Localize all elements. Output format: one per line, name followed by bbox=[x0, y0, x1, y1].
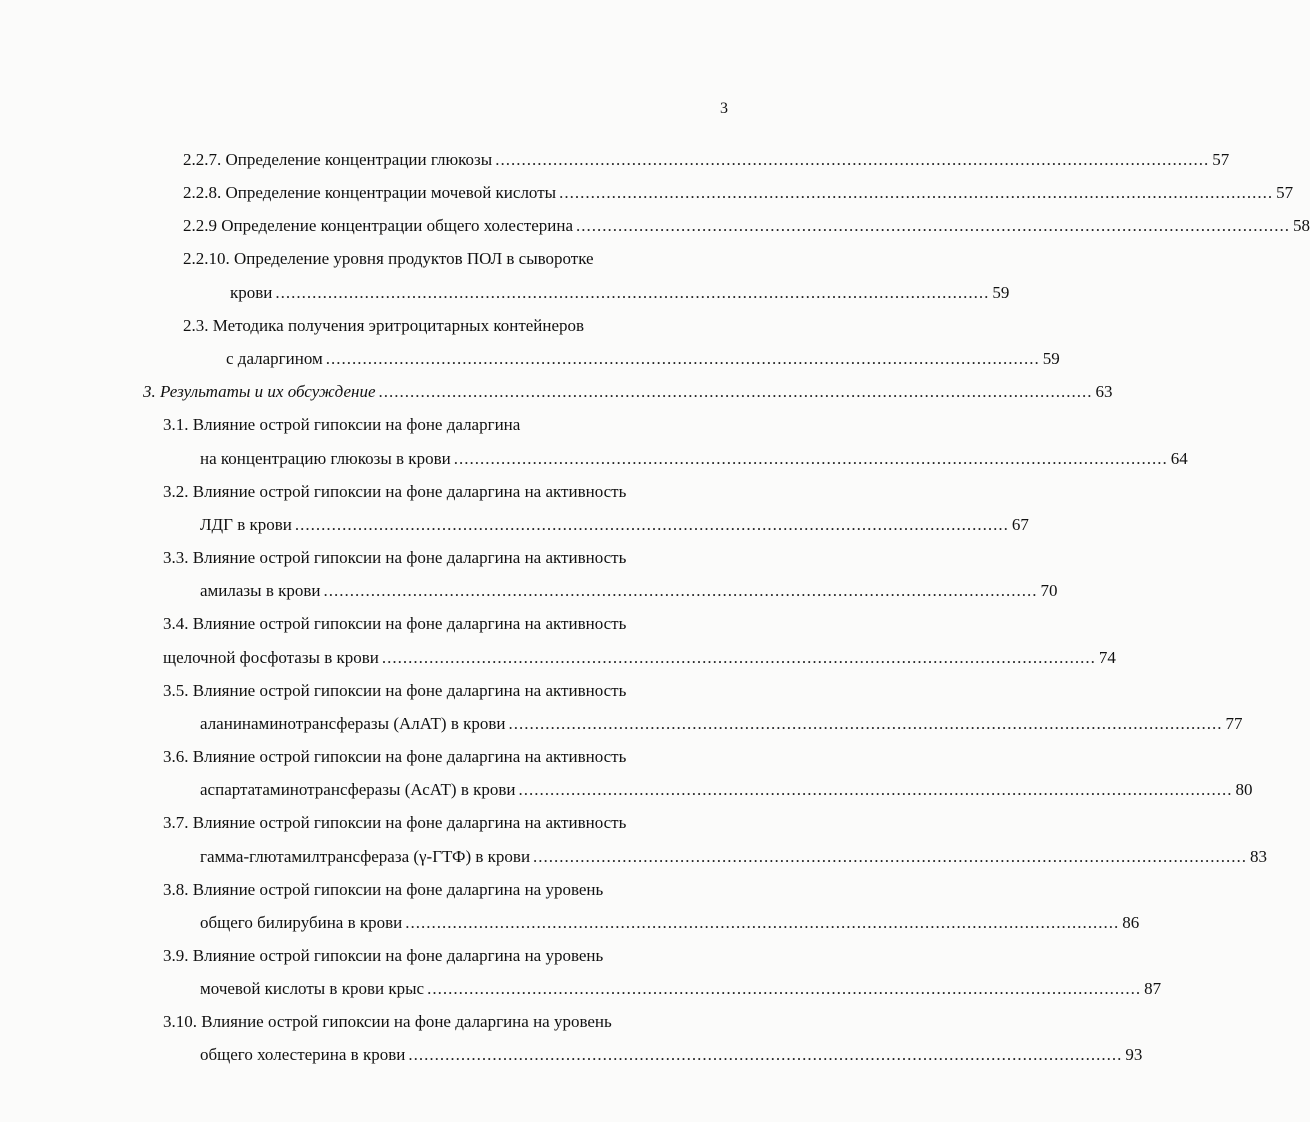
dot-leader: ........................................................................................................................................ bbox=[381, 648, 1096, 667]
toc-entry-page: 86 bbox=[1122, 913, 1140, 932]
toc-entry-page: 93 bbox=[1125, 1045, 1143, 1064]
toc-entry-3-7 bbox=[163, 811, 626, 835]
toc-entry-3-3 bbox=[163, 546, 626, 570]
toc-entry-3-8-cont bbox=[200, 911, 1140, 935]
dot-leader: ........................................................................................................................................ bbox=[323, 581, 1038, 600]
dot-leader: ........................................................................................................................................ bbox=[518, 780, 1233, 799]
dot-leader: ........................................................................................................................................ bbox=[559, 183, 1274, 202]
toc-entry-page: 74 bbox=[1098, 648, 1116, 667]
toc-entry-title: общего холестерина в крови bbox=[200, 1045, 406, 1064]
toc-entry-title: на концентрацию глюкозы в крови bbox=[200, 449, 451, 468]
toc-entry-title: 3.2. Влияние острой гипоксии на фоне даларгина на активность bbox=[163, 482, 627, 501]
toc-entry-title: аспартатаминотрансферазы (АсАТ) в крови bbox=[200, 780, 516, 799]
toc-entry-title: 3.5. Влияние острой гипоксии на фоне даларгина на активность bbox=[163, 681, 627, 700]
toc-entry-page: 80 bbox=[1235, 780, 1253, 799]
toc-entry-3-1 bbox=[163, 413, 520, 437]
toc-entry-2-3 bbox=[183, 314, 584, 338]
toc-entry-3-6-cont bbox=[200, 778, 1253, 802]
toc-entry-3-9-cont bbox=[200, 977, 1162, 1001]
toc-entry-3-3-cont bbox=[200, 579, 1058, 603]
dot-leader: ........................................................................................................................................ bbox=[275, 283, 990, 302]
toc-entry-page: 58 bbox=[1293, 216, 1310, 235]
dot-leader: ........................................................................................................................................ bbox=[453, 449, 1168, 468]
toc-entry-page: 59 bbox=[1042, 349, 1060, 368]
toc-entry-page: 63 bbox=[1095, 382, 1113, 401]
toc-entry-3-10 bbox=[163, 1010, 612, 1034]
toc-entry-page: 77 bbox=[1225, 714, 1243, 733]
toc-entry-3-9 bbox=[163, 944, 603, 968]
toc-entry-title: с даларгином bbox=[226, 349, 323, 368]
toc-entry-3-5 bbox=[163, 679, 626, 703]
toc-entry-page: 67 bbox=[1011, 515, 1029, 534]
dot-leader: ........................................................................................................................................ bbox=[427, 979, 1142, 998]
toc-entry-title: 3.10. Влияние острой гипоксии на фоне даларгина на уровень bbox=[163, 1012, 612, 1031]
toc-entry-title: аланинаминотрансферазы (АлАТ) в крови bbox=[200, 714, 506, 733]
page-number: 3 bbox=[720, 100, 728, 117]
toc-entry-title: крови bbox=[230, 283, 273, 302]
toc-entry-3-4 bbox=[163, 612, 626, 636]
toc-entry-2-3-cont bbox=[226, 347, 1060, 371]
toc-entry-title: 2.2.8. Определение концентрации мочевой кислоты bbox=[183, 183, 557, 202]
toc-entry-page: 57 bbox=[1276, 183, 1294, 202]
toc-entry-page: 87 bbox=[1144, 979, 1162, 998]
toc-entry-3-6 bbox=[163, 745, 626, 769]
toc-entry-title: 2.2.7. Определение концентрации глюкозы bbox=[183, 150, 493, 169]
toc-entry-3-10-cont bbox=[200, 1043, 1143, 1067]
toc-entry-title: 3.1. Влияние острой гипоксии на фоне даларгина bbox=[163, 415, 521, 434]
toc-entry-title: 2.2.9 Определение концентрации общего холестерина bbox=[183, 216, 574, 235]
toc-entry-page: 70 bbox=[1040, 581, 1058, 600]
toc-entry-title: 3.4. Влияние острой гипоксии на фоне даларгина на активность bbox=[163, 614, 627, 633]
dot-leader: ........................................................................................................................................ bbox=[408, 1045, 1123, 1064]
toc-entry-page: 83 bbox=[1250, 847, 1268, 866]
toc-entry-2-2-8 bbox=[183, 181, 1294, 205]
toc-entry-title: 2.2.10. Определение уровня продуктов ПОЛ в сыворотке bbox=[183, 249, 594, 268]
dot-leader: ........................................................................................................................................ bbox=[378, 382, 1093, 401]
toc-entry-page: 59 bbox=[992, 283, 1010, 302]
toc-entry-2-2-10 bbox=[183, 247, 594, 271]
dot-leader: ........................................................................................................................................ bbox=[508, 714, 1223, 733]
dot-leader: ........................................................................................................................................ bbox=[533, 847, 1248, 866]
toc-entry-page: 64 bbox=[1170, 449, 1188, 468]
toc-entry-title: гамма-глютамилтрансфераза (γ-ГТФ) в крови bbox=[200, 847, 531, 866]
toc-entry-3-2 bbox=[163, 480, 626, 504]
toc-entry-3-4-cont bbox=[163, 646, 1116, 670]
dot-leader: ........................................................................................................................................ bbox=[405, 913, 1120, 932]
dot-leader: ........................................................................................................................................ bbox=[294, 515, 1009, 534]
toc-entry-2-2-7 bbox=[183, 148, 1230, 172]
toc-entry-title: мочевой кислоты в крови крыс bbox=[200, 979, 425, 998]
toc-entry-title: 2.3. Методика получения эритроцитарных контейнеров bbox=[183, 316, 585, 335]
toc-chapter-3 bbox=[143, 380, 1113, 404]
toc-entry-title: 3.7. Влияние острой гипоксии на фоне даларгина на активность bbox=[163, 813, 627, 832]
toc-entry-title: 3.8. Влияние острой гипоксии на фоне даларгина на уровень bbox=[163, 880, 604, 899]
toc-entry-2-2-10-cont bbox=[230, 281, 1010, 305]
toc-entry-title: амилазы в крови bbox=[200, 581, 321, 600]
toc-entry-title: 3.3. Влияние острой гипоксии на фоне даларгина на активность bbox=[163, 548, 627, 567]
toc-entry-3-7-cont bbox=[200, 845, 1268, 869]
toc-entry-title: 3.9. Влияние острой гипоксии на фоне даларгина на уровень bbox=[163, 946, 604, 965]
dot-leader: ........................................................................................................................................ bbox=[325, 349, 1040, 368]
toc-entry-3-5-cont bbox=[200, 712, 1243, 736]
toc-entry-title: общего билирубина в крови bbox=[200, 913, 403, 932]
toc-entry-title: ЛДГ в крови bbox=[200, 515, 292, 534]
toc-entry-3-1-cont bbox=[200, 447, 1188, 471]
toc-entry-3-2-cont bbox=[200, 513, 1029, 537]
toc-chapter-title: 3. Результаты и их обсуждение bbox=[143, 382, 376, 401]
dot-leader: ........................................................................................................................................ bbox=[576, 216, 1291, 235]
toc-entry-3-8 bbox=[163, 878, 603, 902]
toc-entry-2-2-9 bbox=[183, 214, 1310, 238]
dot-leader: ........................................................................................................................................ bbox=[495, 150, 1210, 169]
toc-entry-title: щелочной фосфотазы в крови bbox=[163, 648, 379, 667]
toc-entry-title: 3.6. Влияние острой гипоксии на фоне даларгина на активность bbox=[163, 747, 627, 766]
toc-entry-page: 57 bbox=[1212, 150, 1230, 169]
